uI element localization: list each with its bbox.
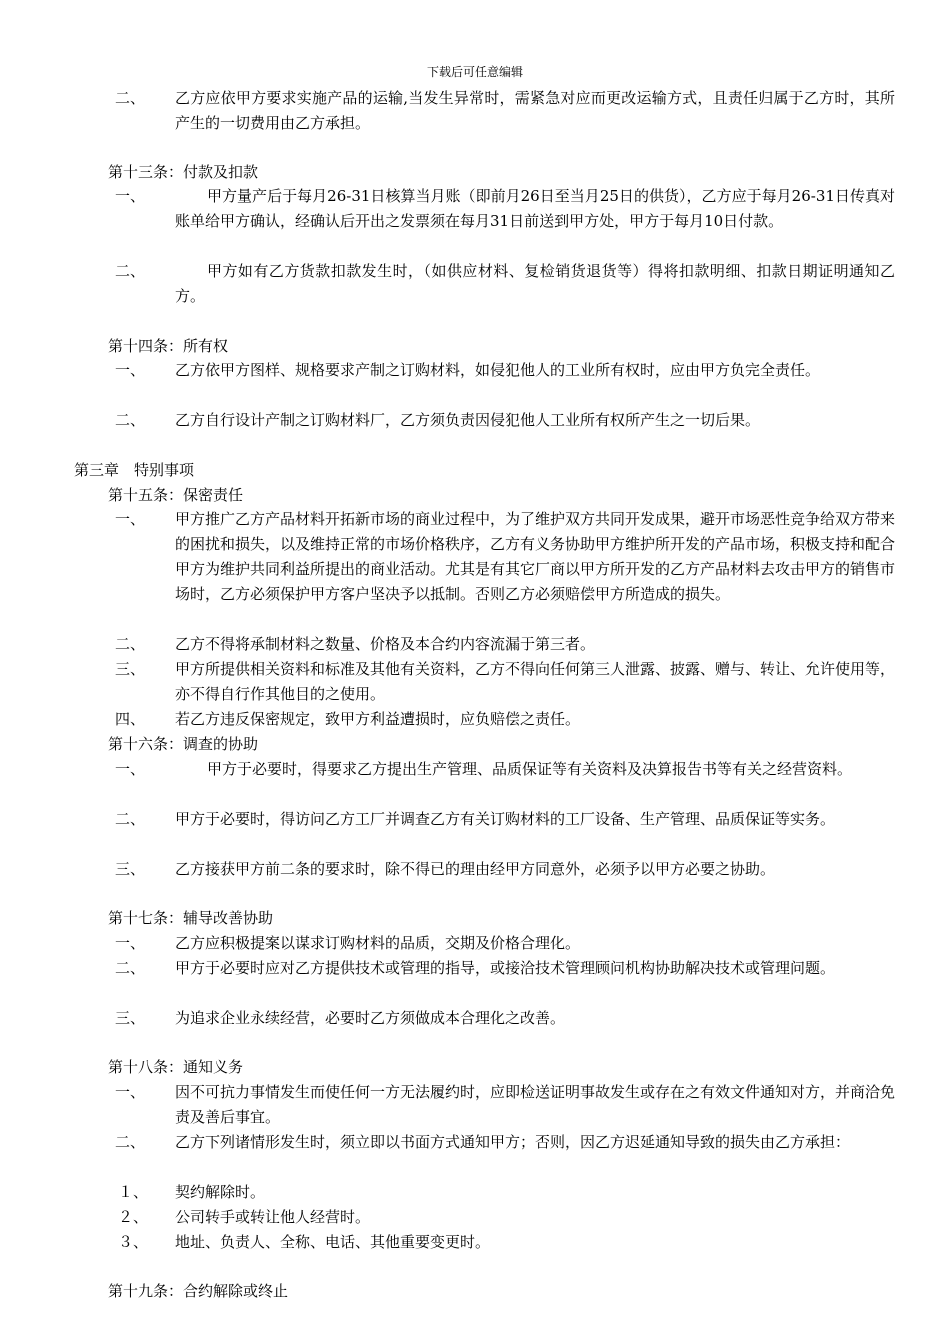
list-item — [115, 807, 895, 857]
list-item — [115, 632, 895, 657]
item-number: 二、 — [115, 959, 146, 977]
item-number: 一、 — [115, 760, 146, 778]
list-item — [115, 184, 895, 259]
item-number: 二、 — [115, 262, 146, 280]
list-item — [115, 1080, 895, 1130]
article-heading: 第十三条：付款及扣款 — [108, 163, 259, 181]
list-item — [115, 1130, 895, 1180]
article-heading: 第十八条：通知义务 — [108, 1058, 244, 1076]
list-item — [115, 757, 895, 807]
article-heading: 第十五条：保密责任 — [108, 486, 244, 504]
item-number: 四、 — [115, 710, 146, 728]
item-text: 若乙方违反保密规定，致甲方利益遭损时，应负赔偿之责任。 — [175, 710, 581, 728]
list-item — [118, 1180, 898, 1205]
list-item — [115, 86, 895, 136]
item-text: 乙方接获甲方前二条的要求时，除不得已的理由经甲方同意外，必须予以甲方必要之协助。 — [175, 860, 776, 878]
item-number: 一、 — [115, 510, 146, 528]
item-number: 二、 — [115, 411, 146, 429]
list-item — [118, 1205, 898, 1230]
list-item — [115, 857, 895, 882]
item-number: 二、 — [115, 810, 146, 828]
item-text: 乙方不得将承制材料之数量、价格及本合约内容流漏于第三者。 — [175, 635, 596, 653]
item-text: 甲方于必要时，得要求乙方提出生产管理、品质保证等有关资料及决算报告书等有关之经营资料。 — [207, 760, 853, 778]
article-heading: 第十六条：调查的协助 — [108, 735, 259, 753]
article-heading: 第十四条：所有权 — [108, 337, 229, 355]
item-text: 地址、负责人、全称、电话、其他重要变更时。 — [175, 1233, 491, 1251]
list-item — [118, 1230, 898, 1255]
item-text: 甲方所提供相关资料和标准及其他有关资料，乙方不得向任何第三人泄露、披露、赠与、转让、允许使用等，亦不得自行作其他目的之使用。 — [175, 660, 896, 703]
item-number: 二、 — [115, 89, 146, 107]
list-item — [115, 408, 895, 433]
article-heading: 第十七条：辅导改善协助 — [108, 909, 274, 927]
list-item — [115, 931, 895, 956]
item-text: 契约解除时。 — [175, 1183, 266, 1201]
list-item — [115, 956, 895, 1006]
item-number: 二、 — [115, 635, 146, 653]
item-text: 甲方如有乙方货款扣款发生时，（如供应材料、复检销货退货等）得将扣款明细、扣款日期证明通知乙方。 — [175, 262, 895, 305]
item-number: ２、 — [118, 1208, 149, 1226]
item-text: 乙方应积极提案以谋求订购材料的品质，交期及价格合理化。 — [175, 934, 581, 952]
item-number: 一、 — [115, 361, 146, 379]
item-number: 三、 — [115, 1009, 146, 1027]
list-item — [115, 707, 895, 732]
list-item — [115, 507, 895, 632]
list-item — [115, 358, 895, 408]
item-text: 甲方于必要时应对乙方提供技术或管理的指导，或接洽技术管理顾问机构协助解决技术或管理问题。 — [175, 959, 836, 977]
item-number: １、 — [118, 1183, 149, 1201]
item-number: 三、 — [115, 660, 146, 678]
list-item — [115, 657, 895, 707]
item-text: 为追求企业永续经营，必要时乙方须做成本合理化之改善。 — [175, 1009, 566, 1027]
item-text: 甲方推广乙方产品材料开拓新市场的商业过程中，为了维护双方共同开发成果，避开市场恶性竞争给双方带来的困扰和损失，以及维持正常的市场价格秩序，乙方有义务协助甲方维护所开发的产品市场，积极支持和配合甲方为维护共同利益所提出的商业活动。尤其是有其它厂商以甲方所开发的乙方产品材料去攻击甲方的销售市场时，乙方必须保护甲方客户坚决予以抵制。否则乙方必须赔偿甲方所造成的损失。 — [175, 510, 896, 603]
list-item — [115, 259, 895, 309]
header-note: 下载后可任意编辑 — [426, 65, 523, 79]
item-text: 乙方应依甲方要求实施产品的运输,当发生异常时，需紧急对应而更改运输方式，且责任归属于乙方时，其所产生的一切费用由乙方承担。 — [175, 89, 895, 132]
item-text: 甲方量产后于每月26-31日核算当月账（即前月26日至当月25日的供货），乙方应于每月26-31日传真对账单给甲方确认，经确认后开出之发票须在每月31日前送到甲方处，甲方于每月10日付款。 — [175, 187, 895, 230]
item-number: 一、 — [115, 934, 146, 952]
chapter-heading: 第三章 特别事项 — [74, 461, 195, 479]
item-text: 因不可抗力事情发生而使任何一方无法履约时，应即检送证明事故发生或存在之有效文件通知对方，并商洽免责及善后事宜。 — [175, 1083, 896, 1126]
item-text: 乙方下列诸情形发生时，须立即以书面方式通知甲方；否则，因乙方迟延通知导致的损失由乙方承担： — [175, 1133, 851, 1151]
list-item — [115, 1006, 895, 1031]
item-number: 三、 — [115, 860, 146, 878]
item-text: 乙方依甲方图样、规格要求产制之订购材料，如侵犯他人的工业所有权时，应由甲方负完全责任。 — [175, 361, 821, 379]
article-heading: 第十九条：合约解除或终止 — [108, 1282, 289, 1300]
item-number: 二、 — [115, 1133, 146, 1151]
item-number: ３、 — [118, 1233, 149, 1251]
item-text: 公司转手或转让他人经营时。 — [175, 1208, 371, 1226]
item-number: 一、 — [115, 187, 146, 205]
item-number: 一、 — [115, 1083, 146, 1101]
item-text: 乙方自行设计产制之订购材料厂，乙方须负责因侵犯他人工业所有权所产生之一切后果。 — [175, 411, 761, 429]
item-text: 甲方于必要时，得访问乙方工厂并调查乙方有关订购材料的工厂设备、生产管理、品质保证等实务。 — [175, 810, 836, 828]
